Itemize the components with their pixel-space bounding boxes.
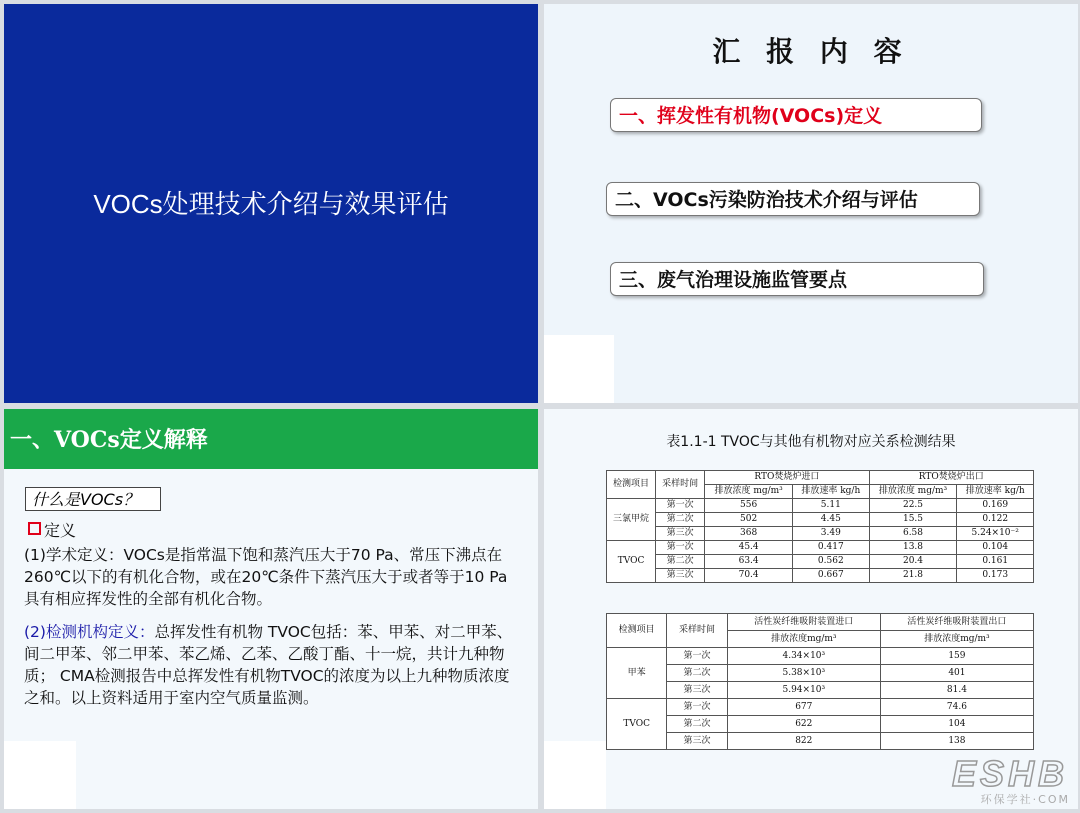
header-conc-in: 排放浓度mg/m³	[727, 631, 880, 648]
cell: 第二次	[667, 665, 727, 682]
cell: 502	[705, 513, 793, 527]
header-time: 采样时间	[656, 471, 705, 499]
cell: 第二次	[656, 555, 705, 569]
section-header-bar	[4, 409, 538, 469]
cell: 13.8	[869, 541, 957, 555]
section-header: 一、VOCs定义解释	[10, 427, 208, 453]
header-inlet: RTO焚烧炉进口	[705, 471, 869, 485]
agenda-heading: 汇 报 内 容	[712, 35, 910, 68]
presentation-title: VOCs处理技术介绍与效果评估	[93, 189, 449, 219]
agency-definition	[24, 621, 522, 709]
cell: 0.169	[957, 499, 1034, 513]
agency-definition-text: 总挥发性有机物 TVOC包括：苯、甲苯、对二甲苯、间二甲苯、邻二甲苯、苯乙烯、乙苯、乙酸丁酯、十一烷，共计九种物质； CMA检测报告中总挥发性有机物TVOC的浓度为以上九种物质浓度之和。以上资料适用于室内空气质量监测。	[24, 623, 513, 707]
header-item: 检测项目	[607, 471, 656, 499]
bullet-square-icon	[28, 522, 41, 535]
definition-label	[28, 518, 76, 541]
header-conc: 排放浓度 mg/m³	[869, 485, 957, 499]
table-row	[607, 716, 1034, 733]
group-name: TVOC	[607, 699, 667, 750]
header-inlet: 活性炭纤维吸附装置进口	[727, 614, 880, 631]
cell: 63.4	[705, 555, 793, 569]
agenda-item-definition: 一、挥发性有机物(VOCs)定义	[610, 98, 982, 132]
cell: 677	[727, 699, 880, 716]
question-box: 什么是VOCs？	[25, 487, 161, 511]
header-outlet: 活性炭纤维吸附装置出口	[880, 614, 1033, 631]
cell: 74.6	[880, 699, 1033, 716]
group-name: 三氯甲烷	[607, 499, 656, 541]
cell: 622	[727, 716, 880, 733]
slide-agenda[interactable]	[544, 4, 1078, 403]
table-row	[607, 682, 1034, 699]
cell: 20.4	[869, 555, 957, 569]
cell: 第一次	[667, 648, 727, 665]
definition-label-text: 定义	[44, 521, 77, 540]
group-name: TVOC	[607, 541, 656, 583]
cell: 5.24×10⁻²	[957, 527, 1034, 541]
logo-mark: ESHB	[951, 753, 1068, 794]
cell: 0.173	[957, 569, 1034, 583]
cell: 70.4	[705, 569, 793, 583]
cell: 第二次	[656, 513, 705, 527]
slide-definition[interactable]	[4, 409, 538, 809]
cell: 159	[880, 648, 1033, 665]
table-row	[607, 527, 1034, 541]
cell: 第一次	[667, 699, 727, 716]
header-rate: 排放速率 kg/h	[957, 485, 1034, 499]
cell: 3.49	[793, 527, 870, 541]
table-row	[607, 699, 1034, 716]
cell: 第三次	[656, 569, 705, 583]
cell: 138	[880, 733, 1033, 750]
cell: 21.8	[869, 569, 957, 583]
cell: 556	[705, 499, 793, 513]
cell: 0.417	[793, 541, 870, 555]
agency-definition-lead: (2)检测机构定义：	[24, 623, 155, 641]
group-name: 甲苯	[607, 648, 667, 699]
header-outlet: RTO焚烧炉出口	[869, 471, 1033, 485]
cell: 5.94×10³	[727, 682, 880, 699]
carbon-fiber-results-table	[606, 613, 1034, 750]
cell: 5.11	[793, 499, 870, 513]
white-patch	[544, 335, 614, 403]
table-row	[607, 541, 1034, 555]
table-row	[607, 513, 1034, 527]
table-row	[607, 499, 1034, 513]
agenda-item-technology: 二、VOCs污染防治技术介绍与评估	[606, 182, 980, 216]
table-title: 表1.1-1 TVOC与其他有机物对应关系检测结果	[666, 434, 956, 450]
white-patch	[4, 741, 76, 809]
header-conc: 排放浓度 mg/m³	[705, 485, 793, 499]
header-time: 采样时间	[667, 614, 727, 648]
cell: 4.45	[793, 513, 870, 527]
logo-text: 环保学社·COM	[980, 793, 1070, 806]
cell: 401	[880, 665, 1033, 682]
cell: 第三次	[667, 733, 727, 750]
cell: 45.4	[705, 541, 793, 555]
cell: 0.104	[957, 541, 1034, 555]
cell: 15.5	[869, 513, 957, 527]
cell: 104	[880, 716, 1033, 733]
cell: 0.122	[957, 513, 1034, 527]
cell: 6.58	[869, 527, 957, 541]
table-row	[607, 569, 1034, 583]
cell: 第一次	[656, 541, 705, 555]
agenda-item-supervision: 三、废气治理设施监管要点	[610, 262, 984, 296]
cell: 第一次	[656, 499, 705, 513]
cell: 第二次	[667, 716, 727, 733]
header-item: 检测项目	[607, 614, 667, 648]
table-row	[607, 733, 1034, 750]
cell: 0.562	[793, 555, 870, 569]
table-row	[607, 648, 1034, 665]
cell: 81.4	[880, 682, 1033, 699]
site-logo	[898, 753, 1074, 809]
cell: 0.667	[793, 569, 870, 583]
rto-results-table	[606, 470, 1034, 583]
cell: 368	[705, 527, 793, 541]
table-row	[607, 665, 1034, 682]
header-rate: 排放速率 kg/h	[793, 485, 870, 499]
slide-title[interactable]	[4, 4, 538, 403]
cell: 第三次	[667, 682, 727, 699]
header-conc-out: 排放浓度mg/m³	[880, 631, 1033, 648]
cell: 第三次	[656, 527, 705, 541]
table-row	[607, 555, 1034, 569]
white-patch	[544, 741, 606, 809]
cell: 5.38×10³	[727, 665, 880, 682]
cell: 0.161	[957, 555, 1034, 569]
cell: 22.5	[869, 499, 957, 513]
academic-definition: (1)学术定义：VOCs是指常温下饱和蒸汽压大于70 Pa、常压下沸点在260℃以下的有机化合物，或在20℃条件下蒸汽压大于或者等于10 Pa具有相应挥发性的全部有机化合物。	[24, 546, 508, 608]
cell: 822	[727, 733, 880, 750]
cell: 4.34×10³	[727, 648, 880, 665]
slide-test-results[interactable]	[544, 409, 1078, 809]
